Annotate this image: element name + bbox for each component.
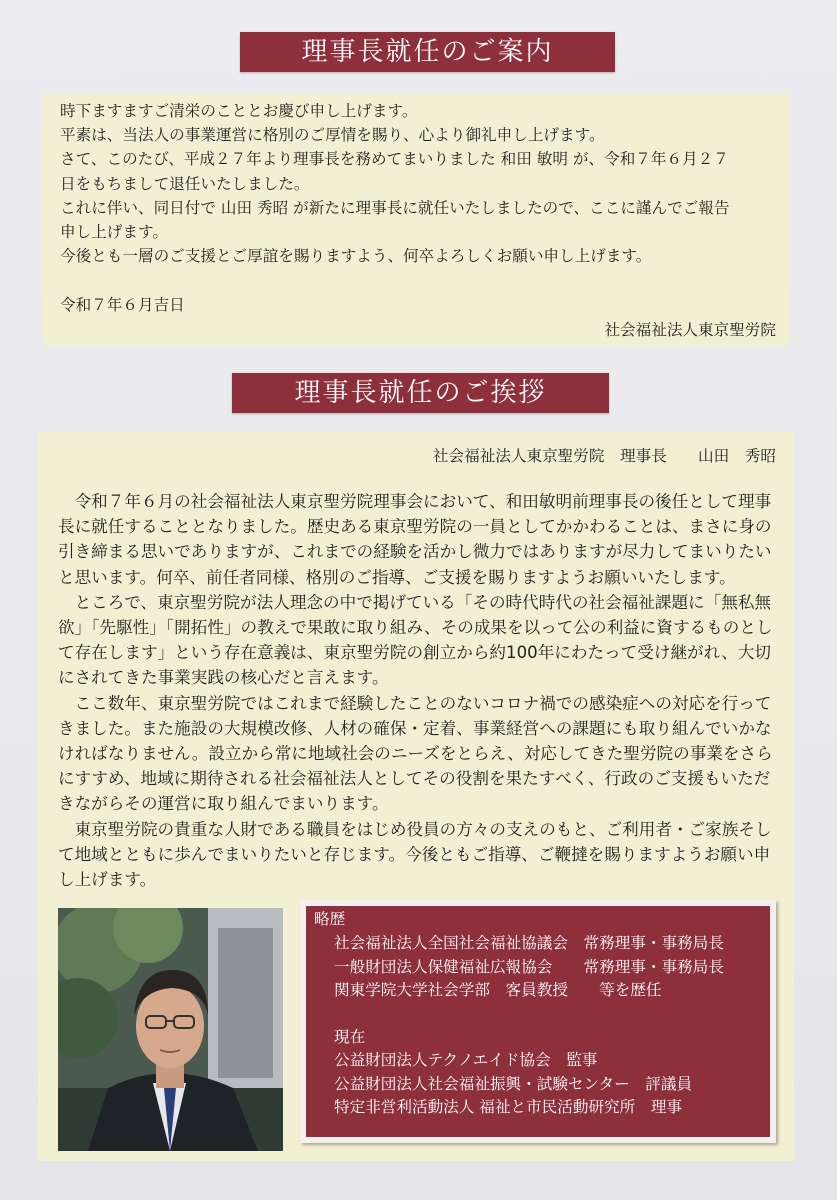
chairman-portrait-photo: [58, 908, 283, 1151]
announcement-title: 理事長就任のご案内: [240, 32, 615, 72]
announcement-date: 令和７年６月吉日: [60, 296, 185, 314]
career-list: 社会福祉法人全国社会福祉協議会 常務理事・事務局長 一般財団法人保健福祉広報協会 常務理事・事務局長 関東学院大学社会学部 客員教授 等を歴任: [334, 934, 724, 999]
career-panel-inner: [306, 906, 770, 1137]
career-header: 略歴: [314, 910, 346, 928]
greeting-paragraph-1: 令和７年６月の社会福祉法人東京聖労院理事会において、和田敏明前理事長の後任として理事長に就任することとなりました。歴史ある東京聖労院の一員としてかかわることは、まさに身の引き締まる思いでありますが、これまでの経験を活かし微力ではありますが尽力してまいりたいと思います。何卒、前任者同様、格別のご指導、ご支援を賜りますようお願いいたします。: [58, 492, 772, 587]
portrait-illustration: [58, 908, 283, 1151]
greeting-signature: 社会福祉法人東京聖労院 理事長 山田 秀昭: [432, 447, 776, 465]
greeting-title: 理事長就任のご挨拶: [232, 373, 609, 413]
greeting-paragraph-3: ここ数年、東京聖労院ではこれまで経験したことのないコロナ禍での感染症への対応を行ってきました。また施設の大規模改修、人材の確保・定着、事業経営への課題にも取り組んでいかなければなりません。設立から常に地域社会のニーズをとらえ、対応してきた聖労院の事業をさらにすすめ、地域に期待される社会福祉法人としてその役割を果たすべく、行政のご支援もいただきながらその運営に取り組んでまいります。: [58, 693, 773, 814]
greeting-paragraph-4: 東京聖労院の貴重な人財である職員をはじめ役員の方々の支えのもと、ご利用者・ご家族そして地域とともに歩んでまいりたいと存じます。今後ともご指導、ご鞭撻を賜りますようお願い申し上げます。: [58, 819, 772, 890]
career-panel: [300, 900, 776, 1143]
current-positions-list: 公益財団法人テクノエイド協会 監事 公益財団法人社会福祉振興・試験センター 評議員 特定非営利活動法人 福祉と市民活動研究所 理事: [334, 1051, 693, 1116]
announcement-paragraph: 時下ますますご清栄のこととお慶び申し上げます。 平素は、当法人の事業運営に格別のご厚情を賜り、心より御礼申し上げます。 さて、このたび、平成２７年より理事長を務めてまいりました 和田 敏明 が、令和７年６月２７ 日をもちまして退任いたしました。 これに伴い、同日付で 山田 秀昭 が新たに理事長に就任いたしましたので、ここに謹んでご報告 申し上げます。 今後とも一層のご支援とご厚誼を賜りますよう、何卒よろしくお願い申し上げます。: [60, 102, 730, 266]
announcement-box: [42, 93, 790, 346]
current-positions-header: 現在: [334, 1028, 366, 1046]
greeting-paragraph-2: ところで、東京聖労院が法人理念の中で掲げている「その時代時代の社会福祉課題に「無私無欲」「先駆性」「開拓性」の教えで果敢に取り組み、その成果を以って公の利益に資するものとして存在します」という存在意義は、東京聖労院の創立から約100年にわたって受け継がれ、大切にされてきた事業実践の核心だと言えます。: [58, 592, 773, 688]
greeting-body: [58, 489, 786, 892]
announcement-organization: 社会福祉法人東京聖労院: [604, 321, 776, 339]
